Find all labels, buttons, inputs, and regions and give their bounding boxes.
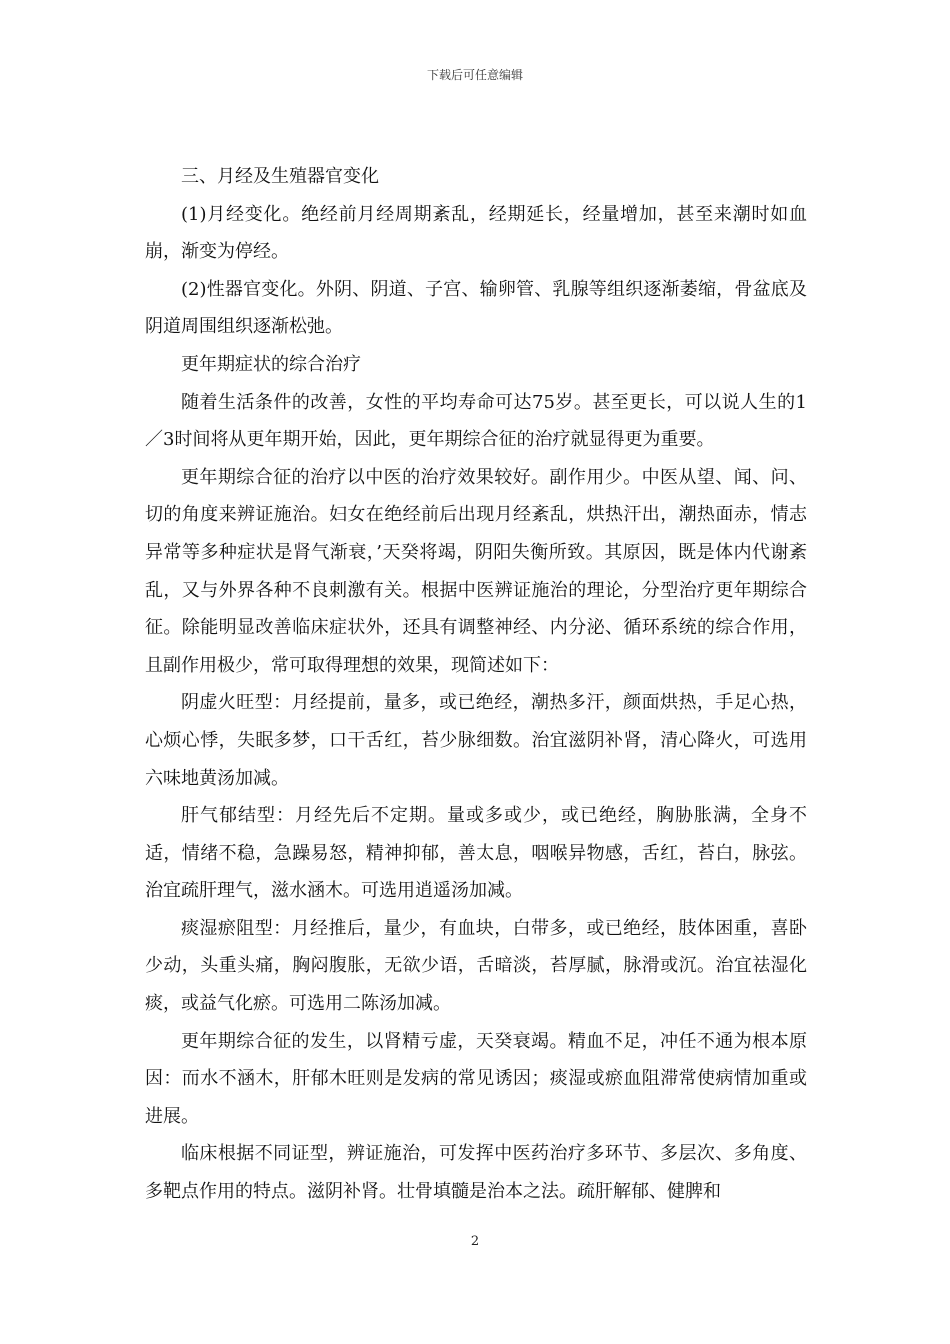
page-number: 2 xyxy=(470,1234,480,1249)
paragraph: 更年期综合征的治疗以中医的治疗效果较好。副作用少。中医从望、闻、问、切的角度来辨证施治。妇女在绝经前后出现月经紊乱，烘热汗出，潮热面赤，情志异常等多种症状是肾气渐衰，’天癸将竭，阴阳失衡所致。其原因，既是体内代谢紊乱，又与外界各种不良刺激有关。根据中医辨证施治的理论，分型治疗更年期综合征。除能明显改善临床症状外，还具有调整神经、内分泌、循环系统的综合作用，且副作用极少，常可取得理想的效果，现简述如下： xyxy=(145,466,807,676)
paragraph: (1)月经变化。绝经前月经周期紊乱，经期延长，经量增加，甚至来潮时如血崩，渐变为停经。 xyxy=(145,203,807,263)
section-heading: 三、月经及生殖器官变化 xyxy=(181,166,379,187)
paragraph: 痰湿瘀阻型：月经推后，量少，有血块，白带多，或已绝经，肢体困重，喜卧少动，头重头痛，胸闷腹胀，无欲少语，舌暗淡，苔厚腻，脉滑或沉。治宜祛湿化痰，或益气化瘀。可选用二陈汤加减。 xyxy=(145,917,807,1015)
paragraph: 肝气郁结型：月经先后不定期。量或多或少，或已绝经，胸胁胀满，全身不适，情绪不稳，急躁易怒，精神抑郁，善太息，咽喉异物感，舌红，苔白，脉弦。治宜疏肝理气，滋水涵木。可选用逍遥汤加减。 xyxy=(145,805,807,902)
paragraph: 临床根据不同证型，辨证施治，可发挥中医药治疗多环节、多层次、多角度、多靶点作用的特点。滋阴补肾。壮骨填髓是治本之法。疏肝解郁、健脾和 xyxy=(145,1143,807,1203)
paragraph: 更年期综合征的发生，以肾精亏虚，天癸衰竭。精血不足，冲任不通为根本原因：而水不涵木，肝郁木旺则是发病的常见诱因；痰湿或瘀血阻滞常使病情加重或进展。 xyxy=(145,1030,807,1127)
document-body xyxy=(145,158,807,1211)
paragraph: (2)性器官变化。外阴、阴道、子宫、输卵管、乳腺等组织逐渐萎缩，骨盆底及阴道周围组织逐渐松弛。 xyxy=(145,278,807,338)
paragraph: 随着生活条件的改善，女性的平均寿命可达75岁。甚至更长，可以说人生的1／3时间将从更年期开始，因此，更年期综合征的治疗就显得更为重要。 xyxy=(145,391,807,451)
subsection-heading: 更年期症状的综合治疗 xyxy=(181,353,361,375)
paragraph: 阴虚火旺型：月经提前，量多，或已绝经，潮热多汗，颜面烘热，手足心热，心烦心悸，失眠多梦，口干舌红，苔少脉细数。治宜滋阴补肾，清心降火，可选用六味地黄汤加减。 xyxy=(145,692,807,789)
page-header: 下载后可任意编辑 xyxy=(426,68,523,82)
